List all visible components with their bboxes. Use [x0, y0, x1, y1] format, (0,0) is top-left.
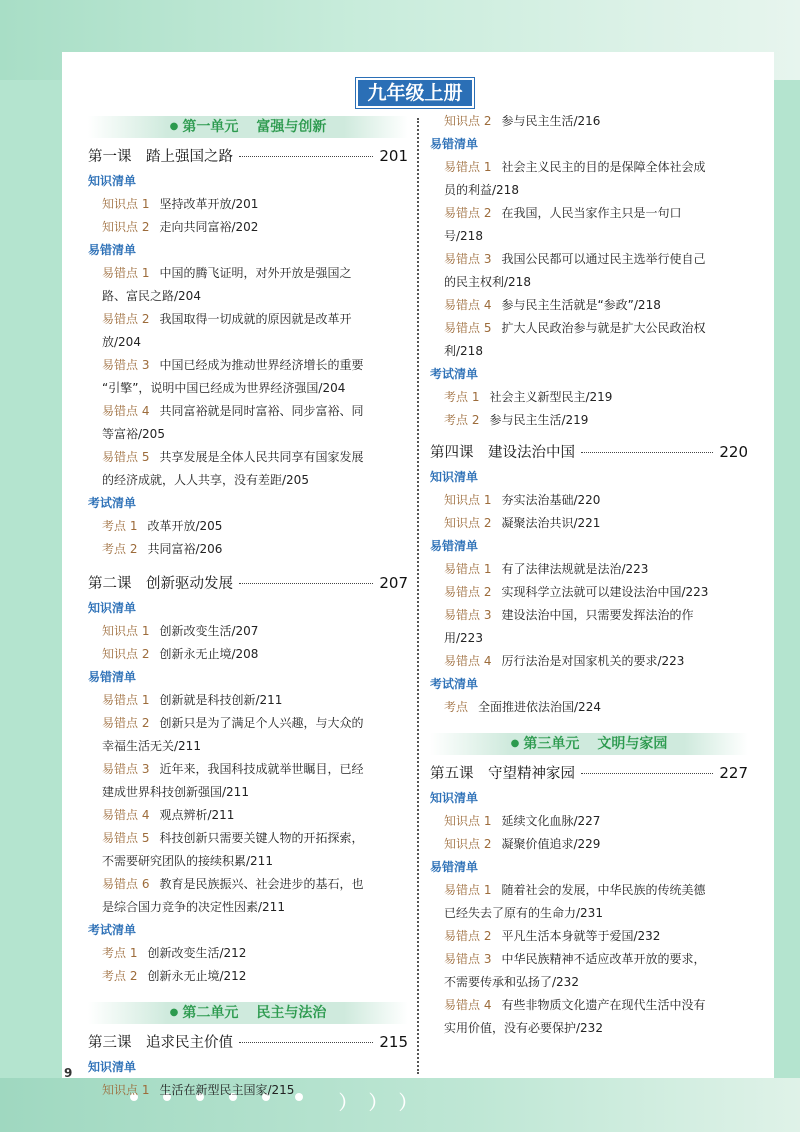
list-item: 易错点 1 随着社会的发展，中华民族的传统美德 已经失去了原有的生命力/231 — [444, 883, 706, 920]
list-item: 易错点 1 有了法律法规就是法治/223 — [444, 562, 649, 576]
list-item: 易错点 3 我国公民都可以通过民主选举行使自己 的民主权利/218 — [444, 252, 706, 289]
decorative-wave: ﹚﹚﹚ — [328, 1083, 419, 1116]
list-item: 易错点 1 社会主义民主的目的是保障全体社会成 员的利益/218 — [444, 160, 706, 197]
list-item: 考点 2 共同富裕/206 — [102, 542, 223, 556]
list-item: 考点 1 社会主义新型民主/219 — [444, 390, 613, 404]
list-item: 易错点 4 观点辨析/211 — [102, 808, 235, 822]
dot-leader — [239, 1042, 373, 1043]
lesson-page: 220 — [719, 443, 748, 461]
list-item: 易错点 1 中国的腾飞证明，对外开放是强国之 路、富民之路/204 — [102, 266, 352, 303]
lesson-title: 第二课 创新驱动发展 — [88, 576, 233, 592]
lesson-page: 215 — [379, 1033, 408, 1051]
list-item: 知识点 2 参与民主生活/216 — [444, 114, 601, 128]
lesson-title: 第三课 追求民主价值 — [88, 1035, 233, 1051]
list-item: 易错点 3 中国已经成为推动世界经济增长的重要 “引擎”，说明中国已经成为世界经济强国/204 — [102, 358, 364, 395]
bullet-icon: ● — [169, 1007, 179, 1018]
lesson-entry[interactable] — [430, 440, 748, 464]
list-item: 考点 2 参与民主生活/219 — [444, 413, 589, 427]
section-heading: 知识清单 — [88, 1060, 137, 1074]
dot-leader — [581, 452, 713, 453]
list-item: 知识点 1 夯实法治基础/220 — [444, 493, 601, 507]
list-item: 知识点 1 延续文化血脉/227 — [444, 814, 601, 828]
section-heading: 考试清单 — [430, 367, 479, 381]
bullet-icon: ● — [169, 121, 179, 132]
lesson-entry[interactable] — [88, 144, 408, 168]
section-heading: 考试清单 — [430, 677, 479, 691]
lesson-entry[interactable] — [88, 571, 408, 595]
list-item: 易错点 2 实现科学立法就可以建设法治中国/223 — [444, 585, 709, 599]
list-item: 知识点 2 创新永无止境/208 — [102, 647, 259, 661]
lesson-title: 第四课 建设法治中国 — [430, 445, 575, 461]
list-item: 易错点 3 近年来，我国科技成就举世瞩目，已经 建成世界科技创新强国/211 — [102, 762, 364, 799]
list-item: 知识点 1 坚持改革开放/201 — [102, 197, 259, 211]
dot-leader — [239, 156, 373, 157]
list-item: 知识点 1 生活在新型民主国家/215 — [102, 1083, 295, 1097]
section-heading: 易错清单 — [430, 539, 479, 553]
list-item: 易错点 3 建设法治中国，只需要发挥法治的作 用/223 — [444, 608, 694, 645]
list-item: 易错点 2 创新只是为了满足个人兴趣，与大众的 幸福生活无关/211 — [102, 716, 364, 753]
list-item: 考点 1 改革开放/205 — [102, 519, 223, 533]
section-heading: 易错清单 — [88, 243, 137, 257]
page-title: 九年级上册 — [356, 78, 474, 108]
section-heading: 易错清单 — [430, 137, 479, 151]
lesson-entry[interactable] — [88, 1030, 408, 1054]
section-heading: 易错清单 — [430, 860, 479, 874]
right-column — [430, 110, 748, 1040]
section-heading: 考试清单 — [88, 923, 137, 937]
list-item: 易错点 2 平凡生活本身就等于爱国/232 — [444, 929, 661, 943]
list-item: 易错点 4 参与民主生活就是“参政”/218 — [444, 298, 661, 312]
list-item: 考点 1 创新改变生活/212 — [102, 946, 247, 960]
list-item: 易错点 2 我国取得一切成就的原因就是改革开 放/204 — [102, 312, 352, 349]
list-item: 易错点 4 厉行法治是对国家机关的要求/223 — [444, 654, 685, 668]
lesson-page: 207 — [379, 574, 408, 592]
dot-leader — [581, 773, 713, 774]
list-item: 易错点 4 共同富裕就是同时富裕、同步富裕、同 等富裕/205 — [102, 404, 364, 441]
list-item: 易错点 5 扩大人民政治参与就是扩大公民政治权 利/218 — [444, 321, 706, 358]
section-heading: 知识清单 — [430, 470, 479, 484]
list-item: 易错点 3 中华民族精神不适应改革开放的要求， 不需要传承和弘扬了/232 — [444, 952, 706, 989]
list-item: 知识点 2 凝聚法治共识/221 — [444, 516, 601, 530]
list-item: 考点 全面推进依法治国/224 — [444, 700, 601, 714]
column-divider — [417, 118, 419, 1074]
list-item: 知识点 2 凝聚价值追求/229 — [444, 837, 601, 851]
lesson-entry[interactable] — [430, 761, 748, 785]
list-item: 易错点 2 在我国，人民当家作主只是一句口 号/218 — [444, 206, 682, 243]
lesson-page: 201 — [379, 147, 408, 165]
page-number: 9 — [64, 1066, 73, 1080]
left-column — [88, 116, 408, 1102]
dot-leader — [239, 583, 373, 584]
bullet-icon: ● — [510, 738, 520, 749]
unit-heading: ● 第一单元 富强与创新 — [88, 116, 408, 138]
section-heading: 知识清单 — [88, 174, 137, 188]
list-item: 易错点 4 有些非物质文化遗产在现代生活中没有 实用价值，没有必要保护/232 — [444, 998, 706, 1035]
list-item: 知识点 1 创新改变生活/207 — [102, 624, 259, 638]
section-heading: 知识清单 — [430, 791, 479, 805]
list-item: 易错点 6 教育是民族振兴、社会进步的基石，也 是综合国力竞争的决定性因素/211 — [102, 877, 364, 914]
section-heading: 考试清单 — [88, 496, 137, 510]
list-item: 易错点 1 创新就是科技创新/211 — [102, 693, 283, 707]
lesson-page: 227 — [719, 764, 748, 782]
unit-heading: ● 第二单元 民主与法治 — [88, 1002, 408, 1024]
list-item: 知识点 2 走向共同富裕/202 — [102, 220, 259, 234]
unit-heading: ● 第三单元 文明与家园 — [430, 733, 748, 755]
lesson-title: 第一课 踏上强国之路 — [88, 149, 233, 165]
lesson-title: 第五课 守望精神家园 — [430, 766, 575, 782]
section-heading: 易错清单 — [88, 670, 137, 684]
list-item: 易错点 5 科技创新只需要关键人物的开拓探索， 不需要研究团队的接续积累/211 — [102, 831, 364, 868]
section-heading: 知识清单 — [88, 601, 137, 615]
list-item: 考点 2 创新永无止境/212 — [102, 969, 247, 983]
list-item: 易错点 5 共享发展是全体人民共同享有国家发展 的经济成就，人人共享，没有差距/205 — [102, 450, 364, 487]
